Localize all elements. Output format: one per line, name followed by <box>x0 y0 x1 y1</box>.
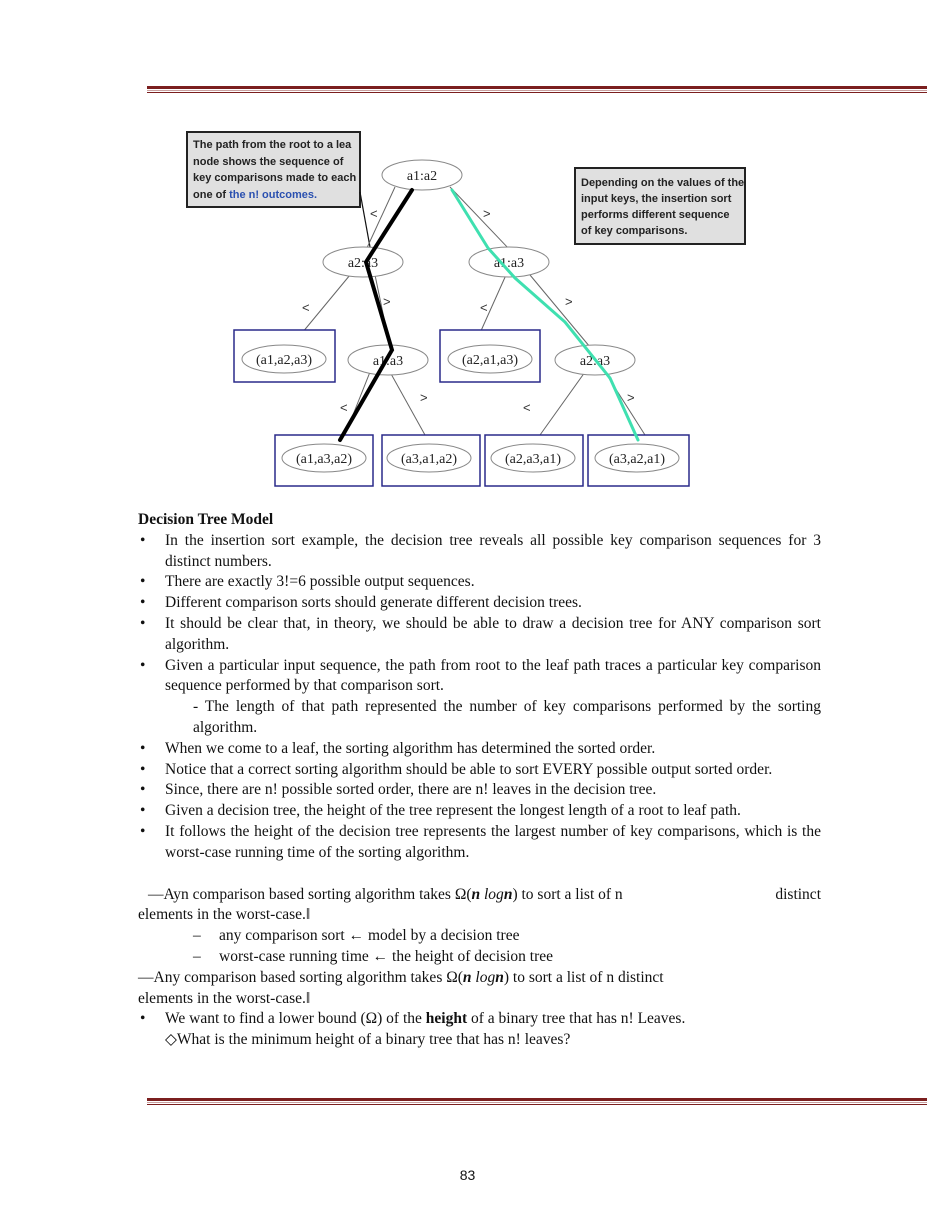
callout-right-line: of key comparisons. <box>581 225 688 237</box>
callout-right-line: performs different sequence <box>581 209 730 221</box>
sub-note: - The length of that path represented the number of key comparisons performed by the sorting algorithm. <box>193 698 821 736</box>
node-right-right: a2:a3 <box>579 354 611 369</box>
bullet-item: • Since, there are n! possible sorted order, there are n! leaves in the decision tree. <box>138 780 821 801</box>
callout-left-line: one of <box>193 189 230 201</box>
bullet-item: • In the insertion sort example, the decision tree reveals all possible key comparison sequences for 3 distinct numbers. <box>138 531 821 573</box>
quote-1-n2: n <box>503 885 513 903</box>
leaf-4: (a3,a1,a2) <box>401 452 457 467</box>
page-number: 83 <box>459 1167 476 1183</box>
quote-2-n: n <box>462 968 472 986</box>
leaf-2: (a2,a1,a3) <box>462 353 518 368</box>
edge-label-gt: > <box>483 206 491 221</box>
callout-right <box>575 168 747 244</box>
quote-2-rest: ) to sort a list of n distinct <box>503 968 664 986</box>
edge-label-lt: < <box>340 400 348 415</box>
quote-1-line2: elements in the worst-case.‖ <box>138 906 311 924</box>
bullet-item: • When we come to a leaf, the sorting algorithm has determined the sorted order. <box>138 739 821 760</box>
callout-left-line: key comparisons made to each <box>193 172 357 184</box>
bullet-item: • Notice that a correct sorting algorithm should be able to sort EVERY possible output sorted order. <box>138 760 821 781</box>
last-bullet-post: of a binary tree that has n! Leaves. <box>467 1010 686 1028</box>
decision-tree-diagram <box>140 110 760 510</box>
leaf-6: (a3,a2,a1) <box>609 452 665 467</box>
quote-1-n: n <box>471 885 481 903</box>
quote-1-omega: Ω( <box>454 885 472 903</box>
top-rule <box>147 86 927 93</box>
bullet-item <box>138 1009 821 1030</box>
leaf-1: (a1,a2,a3) <box>256 353 312 368</box>
quote-2-n2: n <box>495 968 504 986</box>
quote-1 <box>138 885 821 906</box>
callout-left-line: node shows the sequence of <box>193 156 344 168</box>
callout-left <box>187 132 372 258</box>
dash-text: worst-case running time ← the height of decision tree <box>219 947 554 965</box>
dash-mark: – <box>193 927 201 945</box>
section-heading: Decision Tree Model <box>138 511 274 528</box>
edge-label-lt: < <box>480 300 488 315</box>
edge-label-gt: > <box>420 390 428 405</box>
edge-label-lt: < <box>523 400 531 415</box>
dash-item <box>138 947 821 968</box>
bottom-rule <box>147 1098 927 1105</box>
bullet-item: • Given a decision tree, the height of the tree represent the longest length of a root to leaf path. <box>138 801 821 822</box>
bullet-item: • Given a particular input sequence, the path from root to the leaf path traces a particular key comparison sequence performed by that comparison sort. <box>138 656 821 698</box>
callout-left-line: The path from the root to a lea <box>193 139 352 151</box>
body-text <box>138 510 821 1051</box>
bullet-item: • It follows the height of the decision tree represents the largest number of key comparisons, which is the worst-case running time of the sorting algorithm. <box>138 822 821 864</box>
bullet-item: • Different comparison sorts should generate different decision trees. <box>138 593 821 614</box>
node-root: a1:a2 <box>406 169 438 184</box>
quote-1-log: log <box>484 885 504 903</box>
bullet-list-3 <box>138 1009 821 1030</box>
quote-2-omega: Ω( <box>446 968 463 986</box>
dash-item <box>138 926 821 947</box>
callout-left-highlight: the n! outcomes. <box>229 189 318 201</box>
callout-right-line: input keys, the insertion sort <box>581 193 732 205</box>
edge-label-lt: < <box>302 300 310 315</box>
edge-label-lt: < <box>370 206 378 221</box>
bullet-list-2 <box>138 739 821 864</box>
quote-1-rest: to sort a list of n <box>517 885 623 903</box>
dash-text: any comparison sort ← model by a decision tree <box>219 927 520 945</box>
diamond-question: ◇What is the minimum height of a binary tree that has n! leaves? <box>165 1031 571 1049</box>
leaf-3: (a1,a3,a2) <box>296 452 352 467</box>
quote-2-line2: elements in the worst-case.‖ <box>138 989 311 1007</box>
quote-2 <box>138 968 821 989</box>
bullet-item: • It should be clear that, in theory, we should be able to draw a decision tree for ANY comparison sort algorithm. <box>138 614 821 656</box>
quote-1-right: distinct <box>775 885 821 903</box>
edge-label-gt: > <box>565 294 573 309</box>
quote-2-start: ―Any comparison based sorting algorithm takes <box>138 968 447 986</box>
quote-1-start: ―Ayn comparison based sorting algorithm takes <box>148 885 455 903</box>
bullet-item: • There are exactly 3!=6 possible output sequences. <box>138 572 821 593</box>
quote-1-close: ) <box>512 885 518 903</box>
last-bullet-bold: height <box>425 1010 468 1028</box>
dash-mark: – <box>193 947 201 965</box>
last-bullet-pre: We want to find a lower bound (Ω) of the <box>165 1010 426 1028</box>
edge-label-gt: > <box>627 390 635 405</box>
node-left: a2:a3 <box>347 256 379 271</box>
quote-2-log: log <box>475 968 496 986</box>
decision-tree-figure <box>140 110 760 510</box>
node-right: a1:a3 <box>493 256 525 271</box>
bullet-list-1 <box>138 531 821 697</box>
callout-right-line: Depending on the values of the <box>581 177 745 189</box>
node-left-right: a1:a3 <box>372 354 404 369</box>
leaf-5: (a2,a3,a1) <box>505 452 561 467</box>
edge-label-gt: > <box>383 294 391 309</box>
